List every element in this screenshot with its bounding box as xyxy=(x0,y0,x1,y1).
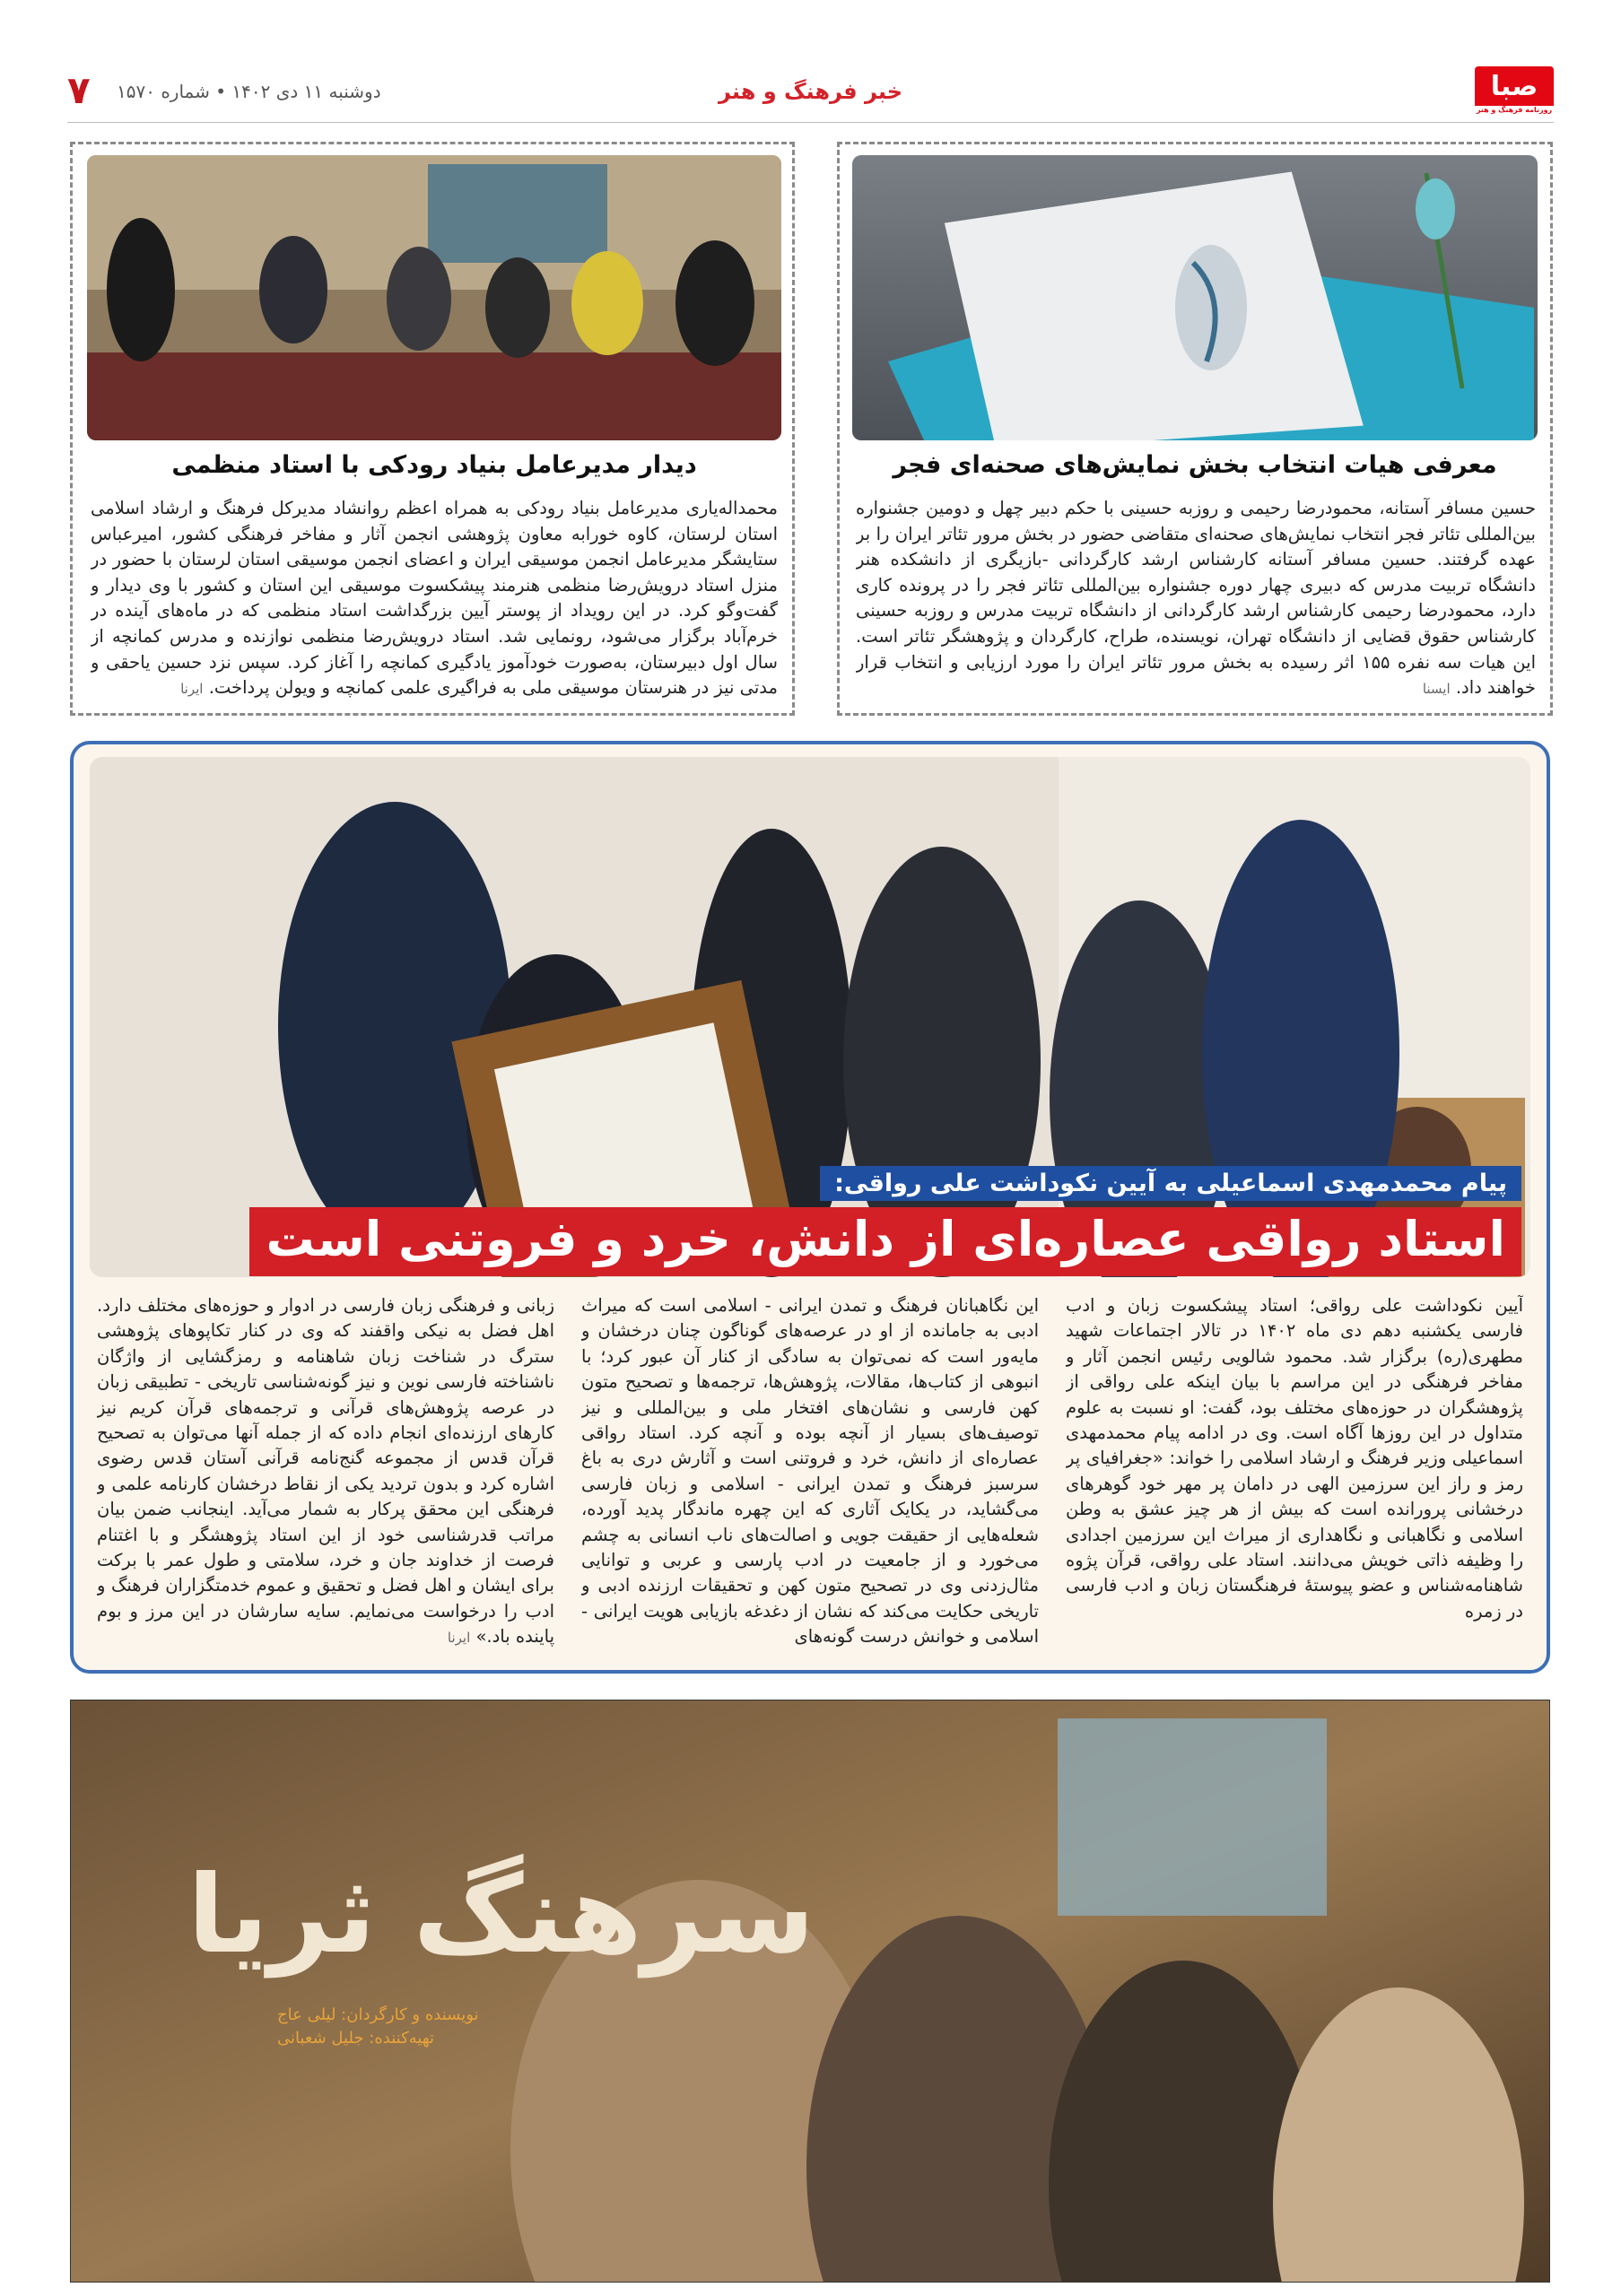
feature-column-3 xyxy=(97,1293,554,1659)
feature-source: ایرنا xyxy=(447,1630,471,1647)
poster-credit-producer: تهیه‌کننده: جلیل شعبانی xyxy=(277,2029,435,2048)
meeting-photo xyxy=(87,155,781,440)
feature-headline: استاد رواقی عصاره‌ای از دانش، خرد و فروتنی است xyxy=(249,1207,1521,1276)
article-body-right xyxy=(856,496,1536,704)
feature-column-2: این نگاهبانان فرهنگ و تمدن ایرانی - اسلامی است که میراث ادبی به جامانده از او در عرصه‌های گوناگون چنان درخشان و مایه‌ور است که نمی‌توان به سادگی از کنار آن عبور کرد؛ با انبوهی از کتاب‌ها، مقالات، پژوهش‌ها، ترجمه‌ها و تصحیح متون کهن فارسی و نشان‌های افتخار ملی و بین‌المللی و نیز توصیف‌های بسیار از آنچه بوده و آنچه کرد. استاد رواقی عصاره‌ای از دانش، خرد و فروتنی است و آثارش دری به باغ سرسبز فرهنگ و تمدن ایرانی - اسلامی و زبان فارسی می‌گشاید، در یکایک آثاری که این چهره ماندگار پدید آورده، شعله‌هایی از حقیقت جویی و اصالت‌های ناب انسانی به چشم می‌خورد و از جامعیت در ادب پارسی و عربی و توانایی مثال‌زدنی وی در تصحیح متون کهن و تحقیقات ارزنده ادبی و تاریخی حکایت می‌کند که نشان از دغدغه بازیابی هویت ایرانی - اسلامی و خوانش درست گونه‌های xyxy=(581,1295,1039,1648)
article-text-left: محمداله‌یاری مدیرعامل بنیاد رودکی به همراه اعظم روانشاد مدیرکل فرهنگ و ارشاد اسلامی استان لرستان، کاوه خورابه معاون پژوهشی انجمن آثار و مفاخر فرهنگی کشور، امیرعباس ستایشگر مدیرعامل انجمن موسیقی ایران و اعضای انجمن موسیقی استان لرستان با حضور در منزل استاد درویش‌رضا منظمی هنرمند پیشکسوت موسیقی این استان و کشور با وی دیدار و گفت‌وگو کرد. در این رویداد از پوستر آیین بزرگداشت استاد منظمی که در ماه‌های آینده در خرم‌آباد برگزار می‌شود، رونمایی شد. استاد درویش‌رضا منظمی نوازنده و مدرس کمانچه از سال اول دبیرستان، به‌صورت خودآموز یادگیری کمانچه را آغاز کرد. سپس نزد حسین یاحقی و مدتی نیز در هنرستان موسیقی ملی به فراگیری علمی کمانچه و ویولن پرداخت. xyxy=(91,498,778,699)
article-source-left: ایرنا xyxy=(180,681,204,698)
article-box-left xyxy=(70,142,795,716)
booklet-photo xyxy=(852,155,1538,440)
article-headline-right: معرفی هیات انتخاب بخش نمایش‌های صحنه‌ای فجر xyxy=(893,451,1497,479)
feature-column-3-text: زبانی و فرهنگی زبان فارسی در ادوار و حوزه‌های مختلف دارد. اهل فضل به نیکی واقفند که وی در کنار تکاپوهای پژوهشی سترگ در شناخت زبان شاهنامه و رمزگشایی از واژگان ناشناخته فارسی نوین و نیز گونه‌شناسی تاریخی - تطبیقی زبان در عرصه پژوهش‌های قرآنی و ترجمه‌های قرآن کریم نیز کارهای ارزنده‌ای انجام داده که از جمله آنها می‌توان به تصحیح قرآن قدس از مجموعه گنج‌نامه قرآنی آستان قدس رضوی اشاره کرد و بدون تردید یکی از نقاط درخشان کارنامه علمی و فرهنگی این محقق پرکار به شمار می‌آید. اینجانب ضمن بیان مراتب قدرشناسی خود از این استاد پژوهشگر و با اغتنام فرصت از خداوند جان و خرد، سلامتی و طول عمر با برکت برای ایشان و اهل فضل و تحقیق و عموم خدمتگزاران فرهنگ و ادب را درخواست می‌نمایم. سایه سارشان در این مرز و بوم پاینده باد.» xyxy=(97,1295,554,1648)
feature-article xyxy=(70,741,1550,1674)
film-poster[interactable] xyxy=(70,1700,1550,2283)
logo-tagline: روزنامه فرهنگ و هنر xyxy=(1476,106,1553,114)
article-source-right: ایسنا xyxy=(1422,681,1451,698)
poster-credit-writer: نویسنده و کارگردان: لیلی عاج xyxy=(277,2005,479,2024)
article-box-right xyxy=(837,142,1553,716)
poster-title: سرهنگ ثریا xyxy=(187,1853,815,1978)
article-photo-right xyxy=(852,155,1538,440)
page-header xyxy=(67,63,1554,123)
logo-text: صبا xyxy=(1490,71,1538,102)
article-headline-left: دیدار مدیرعامل بنیاد رودکی با استاد منظمی xyxy=(171,451,697,479)
page-number: ۷ xyxy=(67,68,91,112)
feature-column-1: آیین نکوداشت علی رواقی؛ استاد پیشکسوت زبان و ادب فارسی یکشنبه دهم دی ماه ۱۴۰۲ در تالار اجتماعات شهید مطهری(ره) برگزار شد. محمود شالویی رئیس انجمن آثار و مفاخر فرهنگی در این مراسم با بیان اینکه علی رواقی از پژوهشگران در حوزه‌های مختلف بود، گفت: او نسبت به علوم متداول در این روزها آگاه است. وی در ادامه پیام محمدمهدی اسماعیلی وزیر فرهنگ و ارشاد اسلامی را خواند: «جغرافیای پر رمز و راز این سرزمین الهی در دامان پر مهر خود گوهرهای درخشانی پرورانده است که بیش از هر چیز عشق به وطن اسلامی و نگاهبانی و نگاهداری از میراث این سرزمین اجدادی را وظیفه ذاتی خویش می‌دانند. استاد علی رواقی، قرآن پژوه شاهنامه‌شناس و عضو پیوستهٔ فرهنگستان زبان و ادب فارسی در زمره xyxy=(1066,1295,1523,1622)
article-text-right: حسین مسافر آستانه، محمودرضا رحیمی و روزبه حسینی با حکم دبیر چهل و دومین جشنواره بین‌المللی تئاتر فجر انتخاب نمایش‌های صحنه‌ای متقاضی حضور در بخش مرور تئاتر ایران را بر عهده گرفتند. حسین مسافر آستانه کارشناس ارشد کارگردانی -بازیگری از دانشکده هنر دانشگاه تربیت مدرس که دبیری چهار دوره جشنواره بین‌المللی تئاتر فجر را در پرونده کاری دارد، محمودرضا رحیمی کارشناس ارشد کارگردانی از دانشگاه تربیت مدرس و روزبه حسینی کارشناس حقوق قضایی از دانشگاه تهران، نویسنده، طراح، کارگردان و پژوهشگر تئاتر است. این هیات سه نفره ۱۵۵ اثر رسیده به بخش مرور تئاتر ایران را مورد ارزیابی و انتخاب قرار خواهند داد. xyxy=(856,498,1536,699)
article-photo-left xyxy=(87,155,781,440)
section-title: خبر فرهنگ و هنر xyxy=(718,79,903,104)
poster-artwork xyxy=(71,1700,1550,2283)
article-body-left xyxy=(91,496,778,704)
feature-kicker: پیام محمدمهدی اسماعیلی به آیین نکوداشت علی رواقی: xyxy=(820,1166,1521,1201)
issue-line: دوشنبه ۱۱ دی ۱۴۰۲ • شماره ۱۵۷۰ xyxy=(117,81,381,102)
